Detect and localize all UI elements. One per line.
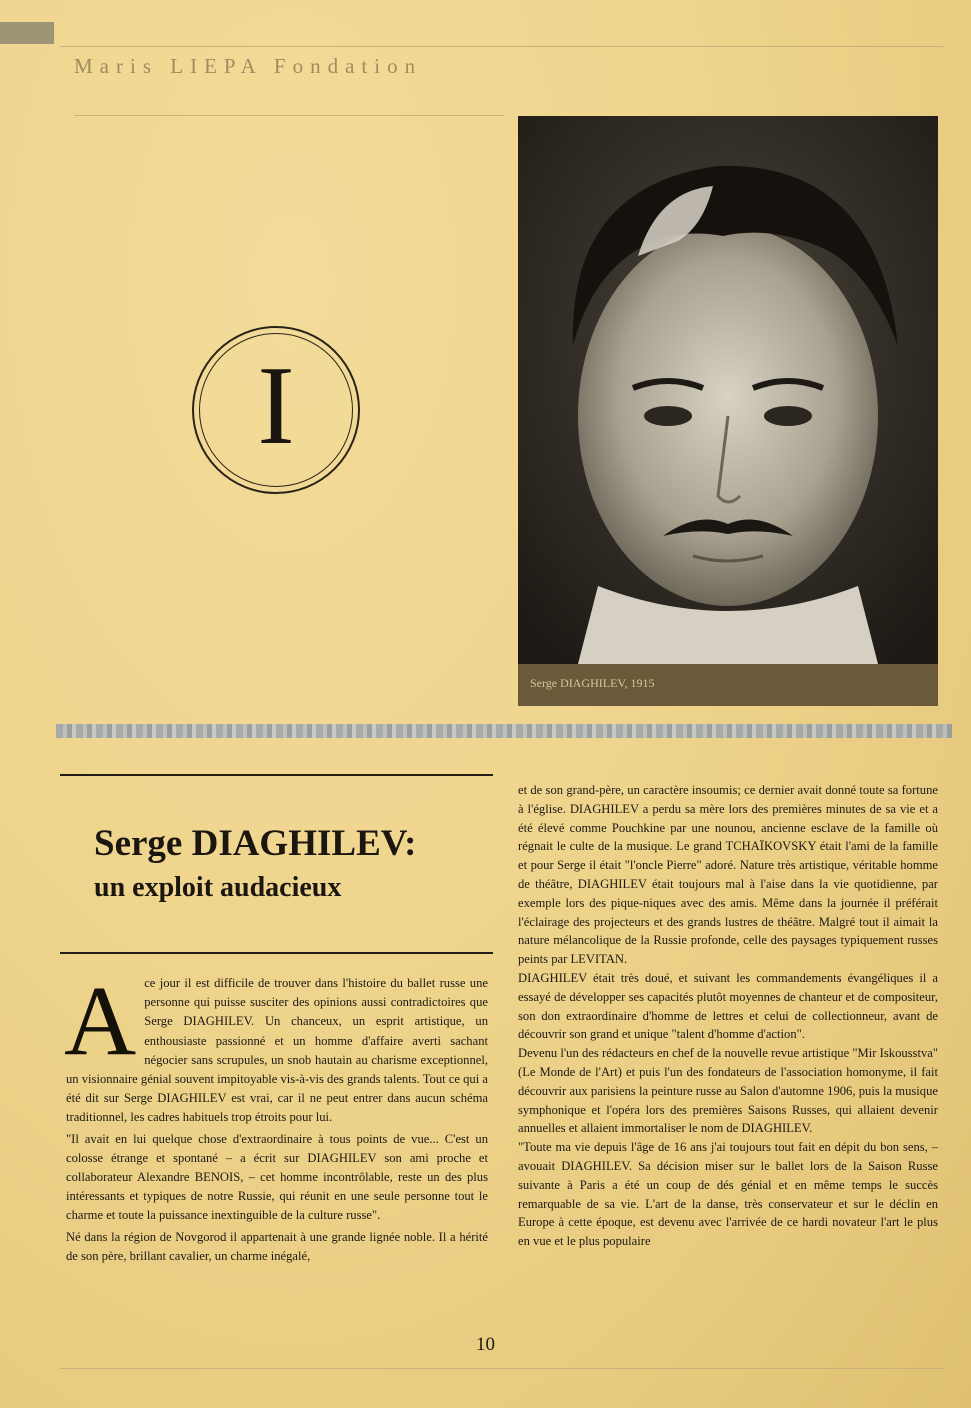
- paragraph: DIAGHILEV était très doué, et suivant les commandements évangéliques il a essayé de développer ses capacités plutôt moyennes de chanteur et de compositeur, son don extraordinaire d'homme de lettres et celui de collectionneur, avant de découvrir son grand et unique "talent d'homme d'action".: [518, 970, 938, 1042]
- paragraph: Né dans la région de Novgorod il appartenait à une grande lignée noble. Il a hérité de son père, brillant cavalier, un charme inégalé,: [66, 1229, 488, 1263]
- chapter-badge: [192, 326, 360, 494]
- photo-caption-bar: [518, 664, 938, 706]
- header-rule: [60, 46, 944, 47]
- title-rule-top: [60, 774, 493, 776]
- paragraph: "Il avait en lui quelque chose d'extraordinaire à tous points de vue... C'est un colosse étrange et spontané – a écrit sur DIAGHILEV son ami proche et collaborateur Alexandre BENOIS, – cet homme incontrôlable, reste un des plus intéressants et typiques de notre Russie, qui réunit en une seule personne tout le charme et toute la puissance inextinguible de la culture russe".: [66, 1131, 488, 1223]
- decorative-divider: [56, 724, 952, 738]
- page-number: 10: [476, 1334, 495, 1355]
- paragraph: et de son grand-père, un caractère insoumis; ce dernier avait donné toute sa fortune à l'église. DIAGHILEV a perdu sa mère lors des premières minutes de sa vie et a été élevé comme Pouchkine par une nounou, ancienne esclave de la famille où régnait le culte de la musique. Le grand TCHAÏKOVSKY était l'ami de la famille et pour Serge il était "l'oncle Pierre" adoré. Nature très artistique, véritable homme de théâtre, DIAGHILEV était toujours mal à l'aise dans la vie quotidienne, par exemple lors des pique-niques avec des amis. Même dans la journée il préférait l'éclairage des projecteurs et des grands lustres de théâtre. Malgré tout il aimait la nature mélancolique de la Russie profonde, celle des paysages typiquement russes peints par LEVITAN.: [518, 783, 938, 967]
- article-column-right: [518, 781, 938, 1251]
- photo-caption: Serge DIAGHILEV, 1915: [530, 676, 655, 690]
- paragraph: Devenu l'un des rédacteurs en chef de la nouvelle revue artistique "Mir Iskousstva" (Le Monde de l'Art) et puis l'un des fondateurs de l'association homonyme, il fait découvrir aux parisiens la peinture russe au Salon d'automne 1906, puis la musique symphonique et l'opéra lors des premières Saisons Russes, qui allaient devenir annuelles et allaient immortaliser le nom de DIAGHILEV.: [518, 1046, 938, 1136]
- corner-tab: [0, 22, 54, 44]
- article-title: Serge DIAGHILEV:: [94, 823, 417, 864]
- portrait-photo: [518, 116, 938, 706]
- chapter-numeral: I: [257, 344, 295, 468]
- article-subtitle: un exploit audacieux: [94, 872, 342, 903]
- header-underline: [74, 115, 504, 116]
- paragraph-text: ce jour il est difficile de trouver dans l'histoire du ballet russe une personne qui puisse susciter des opinions aussi contradictoires que Serge DIAGHILEV. Un chanceux, un esprit artistique, un enthousiaste passionné et un homme d'affaire averti sachant négocier sans scrupules, un snob hautain au charisme exceptionnel, un visionnaire génial souvent impitoyable vis-à-vis des grands talents. Tout ce qui a été dit sur Serge DIAGHILEV est vrai, car il ne peut entrer dans aucun schéma traditionnel, les cadres habituels trop étroits pour lui.: [66, 976, 488, 1125]
- drop-cap: A: [64, 965, 137, 1076]
- header-brand: Maris LIEPA Fondation: [74, 54, 423, 78]
- article-column-left: [64, 965, 488, 1268]
- portrait-illustration: [518, 116, 938, 664]
- title-rule-bottom: [60, 952, 493, 954]
- paragraph: [64, 965, 488, 1128]
- footer-rule: [60, 1368, 944, 1369]
- paragraph: "Toute ma vie depuis l'âge de 16 ans j'ai toujours tout fait en dépit du bon sens, – avouait DIAGHILEV. Sa décision miser sur le ballet lors de la Saison Russe suivante à Paris a été un coup de dés génial et en même temps le succès remarquable de sa vie. L'art de la danse, très conservateur et sur le déclin en Europe à cette époque, est devenu avec l'arrivée de ce hardi novateur l'art le plus en vue et le plus populaire: [518, 1140, 938, 1249]
